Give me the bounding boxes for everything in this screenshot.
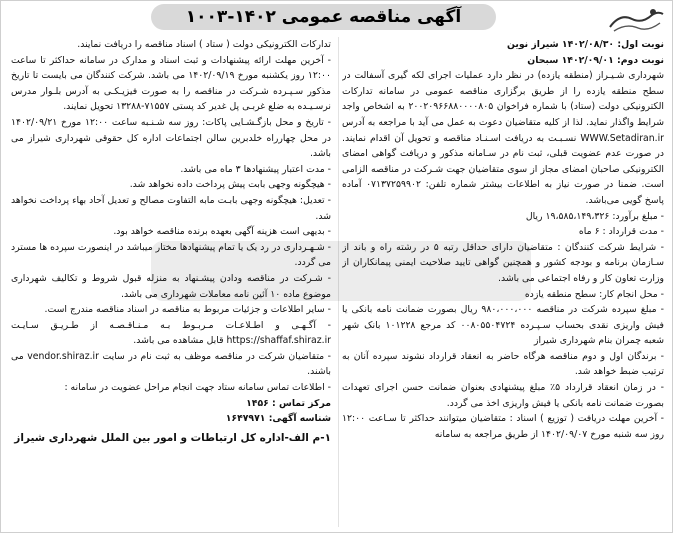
other-details: - سایر اطلاعات و جزئیات مربوط به مناقصه در اسناد مناقصه مندرج است. <box>44 304 331 316</box>
publish-date-first: نوبت اول: ۱۴۰۲/۰۸/۳۰ شیراز نوین <box>507 39 664 50</box>
participant-conditions: - شرایط شرکت کنندگان : متقاضیان دارای حداقل رتبه ۵ در رشته راه و باند از سـازمان برنامه و بودجه کشور و همچنین گواهی تایید صلاحیت ایمنی پیمانکاران از وزارت تعاون کار و رفاه اجتماعی می باشد. <box>342 241 664 284</box>
notice-footer: ۱-م الف-اداره کل ارتباطات و امور بین الملل شهرداری شیراز <box>14 431 331 444</box>
right-column <box>342 37 664 531</box>
opening-date-place: - تاریخ و محل بازگـشـایی پاکات: روز سه شـنـبه ساعت ۱۲:۰۰ مورخ ۱۴۰۲/۰۹/۲۱ در محل چهارراه خلدبرین سالن اجتماعات اداره کل حقوقی شهرداری شیراز می باشد. <box>11 116 331 160</box>
no-prepayment: - هیچگونه وجهی بابت پیش پرداخت داده نخواهد شد. <box>129 179 331 191</box>
deposit-amount: - مبلغ سپرده شرکت در مناقصه ۹۸۰،۰۰۰،۰۰۰ ریال بصورت ضمانت نامه بانکی یا فیش واریزی نقدی بحساب سـپـرده ۰۰۸۰۵۵۰۴۷۲۴ کد مرجع ۱۰۱۲۲۸ بانک شهر شعبه چمران بنام شهرداری شیراز <box>342 304 664 347</box>
publish-date-second: نوبت دوم: ۱۴۰۲/۰۹/۰۱ سبحان <box>527 54 664 66</box>
contract-duration: - مدت قرارداد : ۶ ماه <box>578 226 664 238</box>
vendor-registration: - متقاضیان شرکت در مناقصه موظف به ثبت نام در سایت vendor.shiraz.ir می باشند. <box>11 350 331 378</box>
notice-title: آگهی مناقصه عمومی ۱۴۰۲-۱۰۰۳ <box>185 7 462 27</box>
work-location: - محل انجام کار: سطح منطقه یازده <box>524 288 664 300</box>
rejection-right: - شـهـرداری در رد یک یا تمام پیشنهادها مختار میباشد در اینصورت سپرده ها مسترد می گردد. <box>11 241 331 269</box>
bid-validity: - مدت اعتبار پیشنهادها ۳ ماه می باشد. <box>180 163 331 175</box>
ad-cost-note: - بدیهی است هزینه آگهی بعهده برنده مناقصه خواهد بود. <box>113 226 331 238</box>
contact-info-title: - اطلاعات تماس سامانه ستاد جهت انجام مراحل عضویت در سامانه : <box>64 382 331 394</box>
document-deadline: - آخرین مهلت دریافت ( توزیع ) اسناد : متقاضیان میتوانند حداکثر تا سـاعت ۱۲:۰۰ روز سه شنبه مورخ ۱۴۰۲/۰۹/۰۷ از طریق مراجعه به سامانه <box>342 413 664 440</box>
ad-id: شناسه آگهی: ۱۶۴۷۹۷۱ <box>225 413 331 425</box>
notice-title-banner <box>151 4 496 30</box>
estimated-amount: - مبلغ برآورد: ۱۹،۵۸۵،۱۴۹،۳۲۶ ریال <box>525 210 664 222</box>
notice-intro-paragraph: شهرداری شـیـراز (منطقه یازده) در نظر دارد عملیات اجرای لکه گیری آسفالت در سطح منطقه یازده را از طریق برگزاری مناقصه عمومی در سامانه تدارکات الکترونیکی دولت (ستاد) با شماره فراخوان ۲۰۰۲۰۹۶۶۸۸۰۰۰۰۸۰۵ به اشخاص واجد شرایط واگذار نماید. لذا از کلیه متقاضیان دعوت به عمل می آید با مراجعه به آدرس WWW.Setadiran.ir نسـبـت به دریافت اسـنـاد مناقصه و تحویل آن اقدام نمایند. در صورت عدم عضویت قبلی، ثبت نام در سـامانه مذکور و دریافت گواهی امضای الکترونیکی صاحبان امضای مجاز از سوی متقاضیان جهت شـرکت در مناقصه الزامی است. ضمنا در صورت نیاز به اطلاعات بیشتر شماره تلفن: ۰۷۱۳۷۲۵۹۹۰۲ آماده پاسخ گویی می‌باشد. <box>342 70 664 206</box>
shaffaf-site-note: - آگـهـی و اطـلاعـات مـربـوط بـه مـنـاقـصـه از طـریـق سـایـت https://shaffaf.shiraz.ir قابل مشاهده می باشد. <box>11 319 331 347</box>
column-divider <box>338 37 339 527</box>
performance-guarantee: - در زمان انعقاد قرارداد ۵٪ مبلغ پیشنهادی بعنوان ضمانت حسن اجرای تعهدات بصورت ضمانت نامه بانکی یا فیش واریزی اخذ می گردد. <box>342 382 664 409</box>
document-receive-note: تدارکات الکترونیکی دولت ( ستاد ) اسناد مناقصه را دریافت نمایند. <box>77 39 331 50</box>
acceptance-of-terms: - شـرکت در مناقصه ودادن پیشـنهاد به منزله قبول شروط و تکالیف شهرداری موضوع ماده ۱۰ آئین نامه معاملات شهرداری می باشد. <box>11 272 331 300</box>
shiraz-municipality-logo-icon <box>606 5 666 39</box>
left-column <box>11 37 331 531</box>
call-center: مرکز تماس : ۱۴۵۶ <box>246 397 331 409</box>
no-adjustment: - تعدیل: هیچگونه وجهی بابـت مابه التفاوت مصالح و تعدیل آحاد بهاء پرداخت نخواهد شد. <box>11 194 331 222</box>
winner-deposit-forfeit: - برندگان اول و دوم مناقصه هرگاه حاضر به انعقاد قرارداد نشوند سپرده آنان به ترتیب ضبط خواهد شد. <box>342 350 664 378</box>
bid-submission-deadline: - آخرین مهلت ارائه پیشنهادات و ثبت اسناد و مدارک در سامانه حداکثر تا ساعت ۱۲:۰۰ روز یکشنبه مورخ ۱۴۰۲/۰۹/۱۹ می باشد. شرکت کنندگان می بایست تا تاریخ مذکور سـپـرده شـرکت در مناقصه را به صورت فیزیـکـی به آدرس بلـوار مدرس نرسـیـده به ضلع غربـی پل غدیر کد پستی ۷۱۵۵۷-۱۳۲۸۸ تحویل نمایند. <box>11 54 331 113</box>
